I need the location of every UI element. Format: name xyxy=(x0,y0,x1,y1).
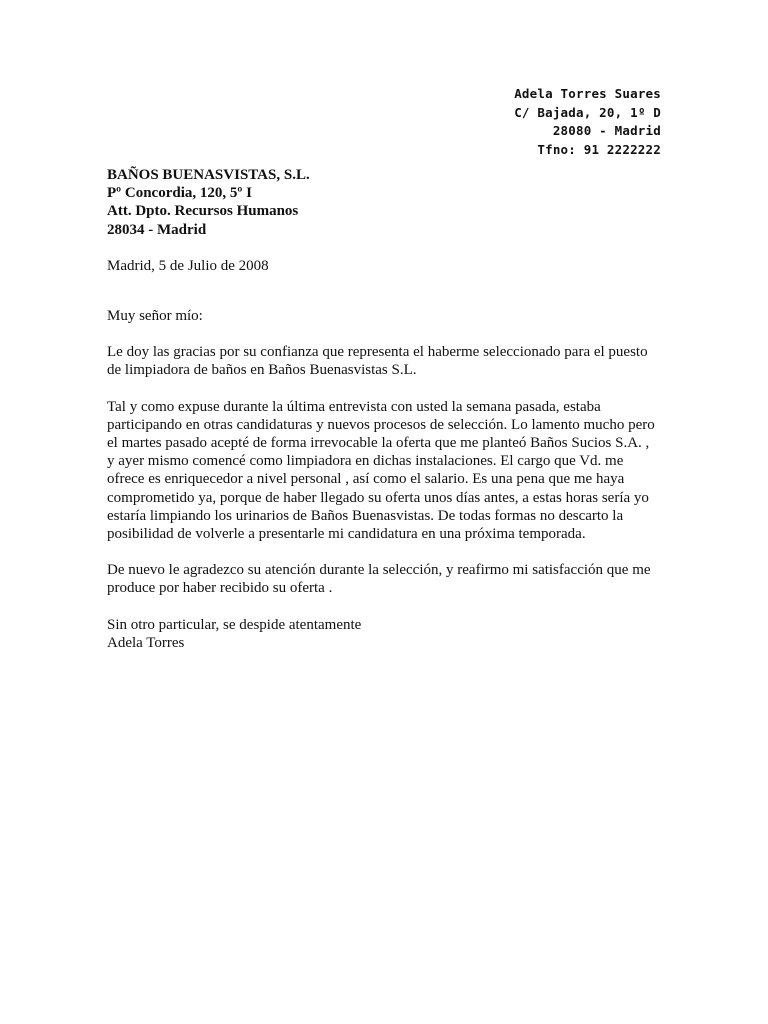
sender-name: Adela Torres Suares xyxy=(514,86,661,101)
sender-city: 28080 - Madrid xyxy=(552,123,661,138)
recipient-address: Pº Concordia, 120, 5º I xyxy=(107,185,252,202)
sender-address-block xyxy=(514,85,661,159)
paragraph-explanation xyxy=(107,398,667,544)
paragraph-line: Le doy las gracias por su confianza que representa el haberme seleccionado para el puesto xyxy=(107,344,648,361)
recipient-address-block xyxy=(107,166,667,239)
paragraph-line: posibilidad de volverle a presentarle mi candidatura en una próxima temporada. xyxy=(107,526,586,543)
paragraph-thanks xyxy=(107,343,667,379)
paragraph-gratitude xyxy=(107,561,667,597)
paragraph-line: comprometido ya, porque de haber llegado su oferta unos días antes, a estas horas sería yo xyxy=(107,489,649,506)
letter-body xyxy=(107,166,667,652)
signature-name: Adela Torres xyxy=(107,634,185,651)
paragraph-line: Tal y como expuse durante la última entrevista con usted la semana pasada, estaba xyxy=(107,398,601,415)
sender-street: C/ Bajada, 20, 1º D xyxy=(514,104,661,120)
recipient-company: BAÑOS BUENASVISTAS, S.L. xyxy=(107,167,310,183)
paragraph-line: estaría limpiando los urinarios de Baños Buenasvistas. De todas formas no descarto la xyxy=(107,507,624,524)
paragraph-line: De nuevo le agradezco su atención durante la selección, y reafirmo mi satisfacción que me xyxy=(107,562,651,579)
paragraph-line: y ayer mismo comencé como limpiadora en dichas instalaciones. El cargo que Vd. me xyxy=(107,453,624,470)
recipient-city: 28034 - Madrid xyxy=(107,221,207,238)
closing-line: Sin otro particular, se despide atentamente xyxy=(107,616,362,633)
recipient-attention: Att. Dpto. Recursos Humanos xyxy=(107,203,299,220)
sender-phone: Tfno: 91 2222222 xyxy=(537,141,661,157)
paragraph-line: participando en otras candidaturas y nuevos procesos de selección. Lo lamento mucho pero xyxy=(107,416,655,433)
paragraph-line: ofrece es enriquecedor a nivel personal , así como el salario. Es una pena que me haya xyxy=(107,471,625,488)
letter-date: Madrid, 5 de Julio de 2008 xyxy=(107,257,269,274)
paragraph-line: de limpiadora de baños en Baños Buenasvistas S.L. xyxy=(107,362,417,379)
paragraph-line: el martes pasado acepté de forma irrevocable la oferta que me planteó Baños Sucios S.A. , xyxy=(107,435,650,452)
paragraph-line: produce por haber recibido su oferta . xyxy=(107,580,333,597)
salutation: Muy señor mío: xyxy=(107,308,203,325)
